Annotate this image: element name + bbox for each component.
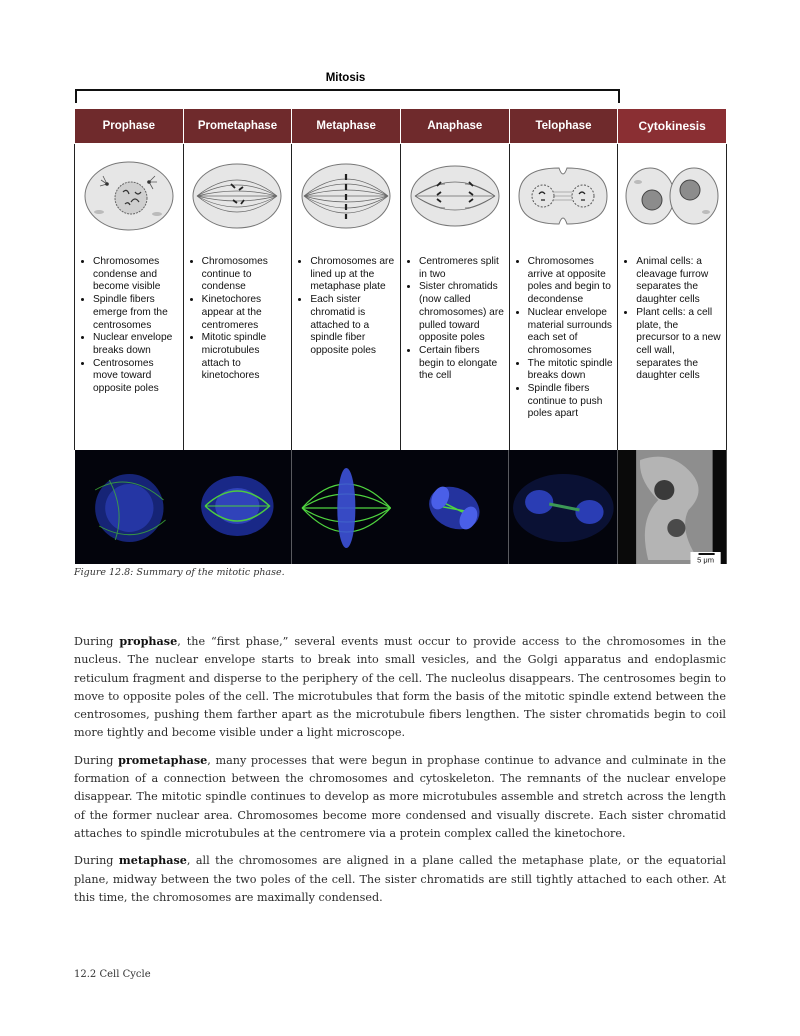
phase-header-metaphase: Metaphase (292, 109, 401, 144)
anaphase-drawing (400, 144, 509, 257)
cell-drawing-row (75, 144, 727, 257)
paragraph-text: , all the chromosomes are aligned in a plane called the metaphase plate, or the equatorial plane, midway between the two poles of the cell. The sister chromatids are still tightly attached to each other. At this time, the chromosomes are maximally condensed. (74, 854, 726, 904)
phase-header-anaphase: Anaphase (400, 109, 509, 144)
list-item: • Kinetochores appear at the centromeres (202, 294, 288, 332)
list-item: • Centromeres split in two (419, 256, 505, 281)
list-item: • Nuclear envelope material surrounds each set of chromosomes (528, 307, 614, 358)
phase-header-prometaphase: Prometaphase (183, 109, 292, 144)
phase-header-row (75, 109, 727, 144)
bullet-row (75, 256, 727, 450)
cytokinesis-micrograph (618, 450, 727, 564)
list-item: • Chromosomes are lined up at the metaphase plate (310, 256, 396, 294)
paragraph-text: , the “first phase,” several events must occur to provide access to the chromosomes in the nucleus. The nuclear envelope starts to break into small vesicles, and the Golgi apparatus and endoplasmic reticulum fragment and disperse to the periphery of the cell. The nucleolus disappears. The centrosomes begin to move to opposite poles of the cell. The microtubules that form the basis of the mitotic spindle extend between the centrosomes, pushing them farther apart as the microtubule fibers lengthen. The sister chromatids begin to coil more tightly and become visible under a light microscope. (74, 635, 726, 740)
list-item: • Spindle fibers continue to push poles apart (528, 383, 614, 421)
term-prometaphase: prometaphase (118, 752, 208, 767)
prometaphase-bullets (183, 256, 292, 450)
metaphase-micrograph (292, 450, 401, 564)
cytokinesis-bullets (618, 256, 727, 450)
list-item: • Nuclear envelope breaks down (93, 332, 179, 357)
list-item: • Chromosomes arrive at opposite poles and begin to decondense (528, 256, 614, 307)
term-metaphase: metaphase (118, 853, 187, 868)
telophase-drawing (509, 144, 618, 257)
mitosis-bracket (75, 89, 620, 103)
phase-table (74, 108, 727, 564)
phase-header-telophase: Telophase (509, 109, 618, 144)
micrograph-row (75, 450, 727, 564)
list-item: • Spindle fibers emerge from the centrosomes (93, 294, 179, 332)
figure-caption: Figure 12.8: Summary of the mitotic phase. (74, 567, 285, 578)
prophase-bullets (75, 256, 184, 450)
list-item: • Each sister chromatid is attached to a spindle fiber opposite poles (310, 294, 396, 358)
list-item: • Certain fibers begin to elongate the cell (419, 345, 505, 383)
metaphase-bullets (292, 256, 401, 450)
page-footer: 12.2 Cell Cycle (74, 969, 151, 980)
paragraph-lead: During (74, 753, 119, 767)
metaphase-drawing (292, 144, 401, 257)
prophase-micrograph (75, 450, 184, 564)
telophase-bullets (509, 256, 618, 450)
phase-header-cytokinesis: Cytokinesis (618, 109, 727, 144)
scale-bar-label: 5 μm (696, 555, 714, 564)
mitosis-title: Mitosis (325, 72, 366, 84)
phase-header-prophase: Prophase (75, 109, 184, 144)
body-text (74, 632, 726, 915)
list-item: • The mitotic spindle breaks down (528, 358, 614, 383)
term-prophase: prophase (119, 634, 178, 648)
anaphase-micrograph (400, 450, 509, 564)
list-item: • Plant cells: a cell plate, the precursor to a new cell wall, separates the daughter cells (636, 307, 722, 383)
paragraph-lead: During (74, 635, 120, 648)
telophase-micrograph (509, 450, 618, 564)
paragraph-lead: During (74, 854, 119, 868)
prophase-drawing (75, 144, 184, 257)
paragraph-metaphase (74, 851, 726, 907)
paragraph-prophase (74, 632, 726, 743)
cytokinesis-drawing (618, 144, 727, 257)
prometaphase-drawing (183, 144, 292, 257)
list-item: • Chromosomes continue to condense (202, 256, 288, 294)
anaphase-bullets (400, 256, 509, 450)
list-item: • Mitotic spindle microtubules attach to kinetochores (202, 332, 288, 383)
paragraph-prometaphase (74, 751, 726, 843)
prometaphase-micrograph (183, 450, 292, 564)
list-item: • Chromosomes condense and become visible (93, 256, 179, 294)
list-item: • Centrosomes move toward opposite poles (93, 358, 179, 396)
list-item: • Animal cells: a cleavage furrow separates the daughter cells (636, 256, 722, 307)
list-item: • Sister chromatids (now called chromosomes) are pulled toward opposite poles (419, 281, 505, 345)
paragraph-text: , many processes that were begun in prophase continue to advance and culminate in the formation of a connection between the chromosomes and cytoskeleton. The remnants of the nuclear envelope disappear. The mitotic spindle continues to develop as more microtubules assemble and stretch across the length of the former nuclear area. Chromosomes become more condensed and visually discrete. Each sister chromatid attaches to spindle microtubules at the centromere via a protein complex called the kinetochore. (74, 753, 726, 840)
